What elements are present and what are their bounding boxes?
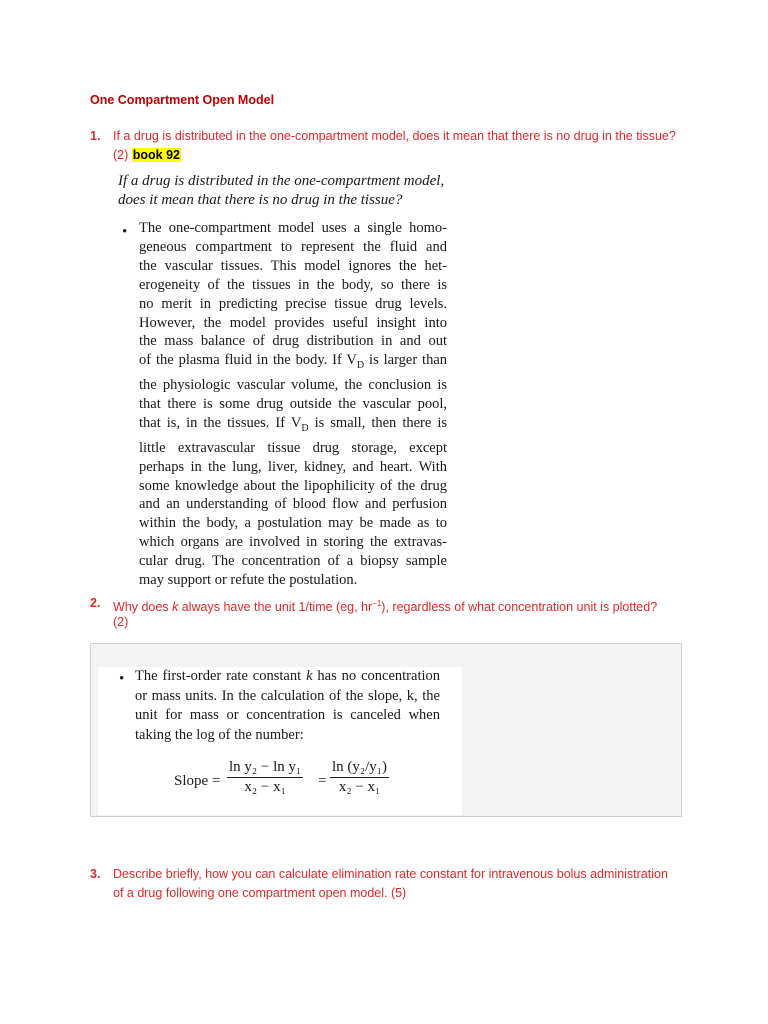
scan-answer-body	[135, 667, 440, 745]
scan-line: erogeneity of the tissues in the body, so there is	[139, 276, 447, 293]
fraction-denominator: x₂ − x₁	[338, 779, 381, 795]
question-2-text	[113, 594, 657, 617]
fraction-log-ratio	[330, 759, 389, 796]
scan-line-part: is larger than	[364, 352, 448, 369]
scan-line: cular drug. The concentration of a biopsy sample	[139, 553, 447, 570]
question-1	[90, 127, 690, 167]
scan-line: little extravascular tissue drug storage, except	[139, 439, 447, 456]
scan-line-with-vd	[139, 414, 447, 439]
fraction-numerator: ln y₂ − ln y₁	[227, 759, 303, 778]
scan-line: may support or refute the postulation.	[139, 572, 358, 589]
scan-line: geneous compartment to represent the fluid and	[139, 238, 447, 255]
question-1-marks-line	[113, 146, 181, 165]
k-symbol: k	[172, 600, 179, 615]
question-2-marks: (2)	[113, 615, 129, 629]
slope-equation	[174, 759, 434, 809]
scan-line-with-vd	[139, 351, 447, 376]
equals-sign: =	[318, 773, 327, 789]
scan-line: unit for mass or concentration is canceled when	[135, 707, 440, 723]
question-1-number: 1.	[90, 129, 101, 143]
scan-line-part: is small, then there is	[308, 414, 447, 431]
answer-2-scan	[98, 667, 462, 815]
scan-line: perhaps in the lung, liver, kidney, and heart. With	[139, 458, 447, 475]
scan-line: which organs are involved in storing the extravas-	[139, 534, 447, 551]
scan-line: and an understanding of blood flow and perfusion	[139, 496, 447, 513]
scan-line: no merit in predicting precise tissue drug levels.	[139, 295, 447, 312]
question-2-number: 2.	[90, 596, 101, 610]
question-3-text-line2: of a drug following one compartment open model. (5)	[113, 886, 407, 900]
scan-line: taking the log of the number:	[135, 726, 304, 743]
answer-2-scan-box	[90, 643, 682, 817]
scan-question-line: If a drug is distributed in the one-compartment model,	[118, 173, 445, 189]
question-1-marks: (2)	[113, 148, 132, 162]
book-reference-highlight: book 92	[132, 148, 180, 162]
scan-line: that there is some drug outside the vascular pool,	[139, 396, 447, 413]
scan-line: within the body, a postulation may be made as to	[139, 515, 447, 532]
question-2	[90, 594, 690, 634]
scan-line: some knowledge about the lipophilicity of the drug	[139, 477, 447, 494]
scan-line: the vascular tissues. This model ignores the het-	[139, 257, 447, 274]
scan-question-line: does it mean that there is no drug in the tissue?	[118, 192, 403, 208]
section-heading: One Compartment Open Model	[90, 93, 275, 107]
question-2-text-part: always have the unit 1/time (eg, hr	[178, 600, 373, 615]
answer-1-scan	[118, 172, 458, 589]
fraction-log-difference	[227, 759, 303, 796]
scan-line	[135, 667, 440, 687]
bullet-icon: •	[119, 671, 125, 687]
question-3	[90, 865, 710, 905]
question-3-number: 3.	[90, 867, 101, 881]
superscript: −1	[372, 599, 382, 608]
scan-line: the physiologic vascular volume, the conclusion is	[139, 377, 447, 394]
vd-subscript: D	[301, 422, 309, 434]
fraction-denominator: x₂ − x₁	[244, 779, 286, 795]
question-3-text: Describe briefly, how you can calculate elimination rate constant for intravenous bolus administration	[113, 867, 668, 881]
question-2-text-part: ), regardless of what concentration unit is plotted?	[381, 600, 658, 615]
equation-lhs: Slope =	[174, 773, 221, 789]
bullet-icon: •	[122, 224, 128, 240]
scan-line-part: of the plasma fluid in the body. If V	[139, 352, 357, 369]
scan-line-part: has no concentration	[312, 668, 440, 684]
scan-line-part: The first-order rate constant	[135, 668, 307, 684]
scan-line: or mass units. In the calculation of the slope, k, the	[135, 687, 440, 704]
scan-line: The one-compartment model uses a single homo-	[139, 220, 447, 236]
question-2-text-part: Why does	[113, 600, 173, 615]
question-1-text: If a drug is distributed in the one-compartment model, does it mean that there is no drug in the tissue?	[113, 129, 676, 143]
scan-answer-body	[139, 219, 447, 590]
fraction-numerator: ln (y₂/y₁)	[330, 759, 389, 778]
scan-line: However, the model provides useful insight into	[139, 314, 447, 331]
scan-question	[118, 172, 458, 210]
k-symbol: k	[306, 668, 313, 684]
vd-subscript: D	[356, 360, 365, 372]
scan-line-part: that is, in the tissues. If V	[139, 414, 302, 431]
scan-line: the mass balance of drug distribution in and out	[139, 333, 447, 350]
